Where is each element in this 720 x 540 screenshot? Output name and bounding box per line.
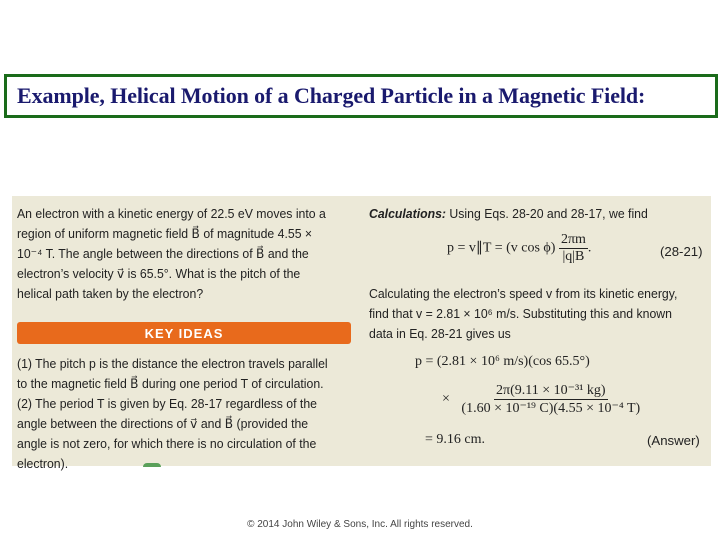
copyright-footer: © 2014 John Wiley & Sons, Inc. All rights reserved. [247, 519, 473, 530]
decorative-shape [143, 463, 161, 467]
eq1-denominator: |q|B [562, 249, 585, 264]
eq2-numerator: 2π(9.11 × 10⁻³¹ kg) [496, 383, 606, 398]
key-ideas-bar [17, 322, 351, 344]
equation-28-21 [447, 232, 591, 265]
calculation-paragraph: Calculating the electron’s speed v from its kinetic energy, find that v = 2.81 × 10⁶ m/s. Substituting this and known data in Eq. 28-21 gives us [369, 286, 678, 341]
answer-label: (Answer) [647, 433, 700, 448]
problem-statement [17, 204, 329, 304]
equation-number: (28-21) [660, 244, 703, 259]
key-ideas-text: (1) The pitch p is the distance the electron travels parallel to the magnetic field B⃗ during one period T of circulation. (2) The period T is given by Eq. 28-17 regardless of the angle between the directions of v⃗ and B⃗ (provided the angle is not zero, for which there is no circulation of the electron). [17, 356, 328, 471]
key-ideas-text-block [17, 354, 329, 474]
textbook-excerpt [12, 196, 711, 471]
eq1-fraction [559, 232, 588, 265]
key-ideas-label: KEY IDEAS [144, 325, 224, 341]
eq2-fraction [459, 382, 642, 417]
eq2-result: = 9.16 cm. [425, 432, 485, 447]
problem-text: An electron with a kinetic energy of 22.5 eV moves into a region of uniform magnetic field B⃗ of magnitude 4.55 × 10⁻⁴ T. The angle between the directions of B⃗ and the electron’s velocity v⃗ is 65.5°. What is the pitch of the helical path taken by the electron? [17, 206, 326, 301]
eq2-denominator: (1.60 × 10⁻¹⁹ C)(4.55 × 10⁻⁴ T) [461, 401, 641, 416]
slide-title: Example, Helical Motion of a Charged Particle in a Magnetic Field: [17, 83, 646, 108]
eq2-times: × [442, 391, 450, 407]
eq1-numerator: 2πm [560, 232, 586, 247]
title-box [4, 74, 718, 118]
calculations-heading: Calculations: [369, 206, 447, 221]
calculations-intro-text: Using Eqs. 28-20 and 28-17, we find [449, 206, 648, 221]
eq2-times-line [442, 382, 642, 417]
eq1-lhs: p = v∥T = (v cos ϕ) [447, 240, 556, 256]
calculations-intro [369, 204, 685, 224]
eq1-end: . [587, 240, 592, 256]
eq2-line1: p = (2.81 × 10⁶ m/s)(cos 65.5°) [415, 354, 590, 369]
